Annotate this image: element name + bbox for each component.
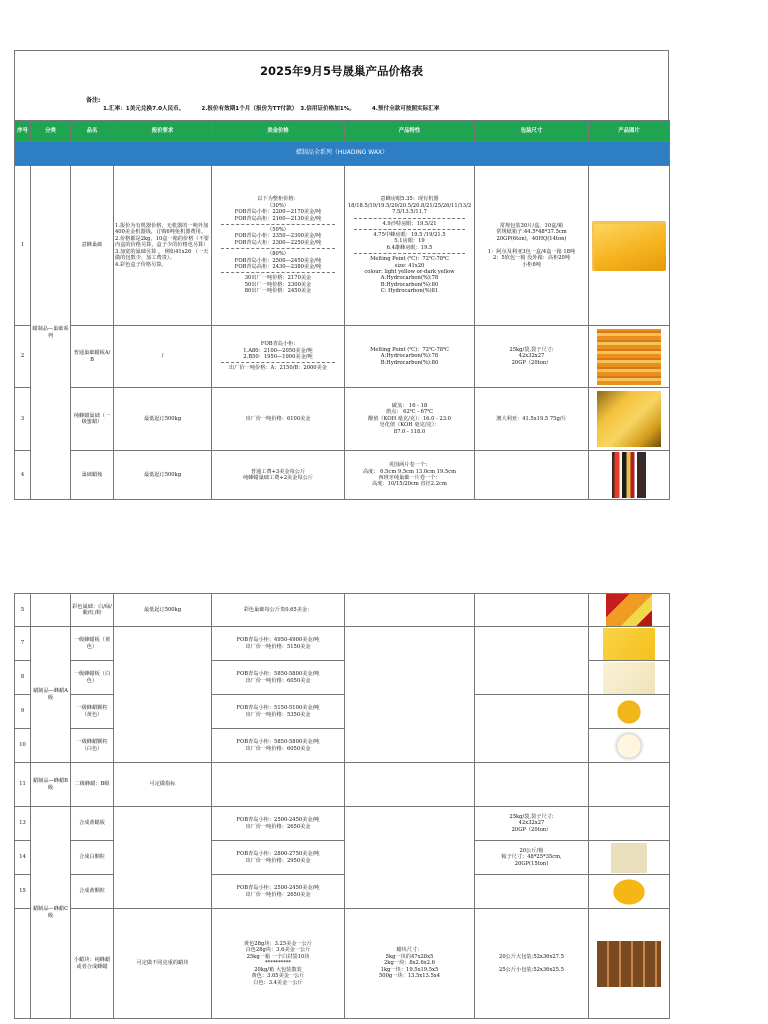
usd-price-cell: FOB青岛小柜：2500-2450美金/吨 出厂价一吨价格：2650美金	[212, 875, 345, 909]
wax-blocks-image	[597, 941, 661, 987]
note-3: 4.预付全款可按照实际汇率	[371, 106, 440, 112]
quote-requirement: 1.报价为有机器价格，无机器的一吨外加400美金机器钱，订购6吨免机器费用。 2.价格都是2kg，10盒一箱的价格（不要内盒的价格另算，盒子少的价格也另算） 3.加宽的巢础另算 。 例如41x26 （一天做的包数少，加工费贵）。 4.彩色盒子价格另算。	[114, 166, 212, 326]
price-fob: FOB青岛小柜: 1.A80：2100—2050美金/吨 2.B50：1950—1900美金/吨	[243, 341, 313, 360]
image-cell	[589, 695, 670, 729]
image-cell	[589, 388, 670, 451]
image-cell	[589, 627, 670, 661]
price-table-top	[14, 120, 670, 500]
product-name: 纯蜂蜡巢础（一级蜜蜡）	[71, 388, 114, 451]
col-header-no: 序号	[15, 121, 31, 142]
price-sheet-top	[14, 50, 669, 500]
packaging-cell	[475, 875, 589, 909]
row-no: 4	[15, 451, 31, 500]
features-cell	[345, 594, 475, 627]
product-name: 彩色巢础：白/绿/紫/红/粉	[71, 594, 114, 627]
category-cell	[31, 594, 71, 627]
table-row	[15, 695, 670, 729]
table-row	[15, 763, 670, 807]
row-no: 7	[15, 627, 31, 661]
packaging-cell	[475, 627, 589, 695]
note-2: 2.报价有效期1个月（报价为TT付款） 3.信用证价格加1%。	[201, 106, 355, 112]
row-no: 11	[15, 763, 31, 807]
features-cell	[345, 166, 475, 326]
yellow-slab-image	[603, 628, 655, 660]
quote-requirement: 最低起订500kg	[114, 388, 212, 451]
category-cell: 蜡制品—蜂蜡B级	[31, 763, 71, 807]
features-cell	[345, 627, 475, 763]
usd-price-cell: 黄色28g块：3.25美金一公斤 白色28g块：3.6美金一公斤 25kg一箱 一个白封袋10块 ********** 20kg/箱 大包装散装 黄色：3.05美金一公斤 白色：3.4美金一公斤	[212, 909, 345, 1019]
packaging-cell	[475, 695, 589, 763]
price-factory: 30出厂一吨价格：2170美金 50出厂一吨价格：2300美金 80出厂一吨价格：2450美金	[244, 275, 312, 295]
table-row	[15, 594, 670, 627]
category-cell: 蜡制品—巢础系列	[31, 166, 71, 500]
packaging-cell: 常规包装30片/盒，10盒/箱 常规纸箱子:44.5*48*37.5cm 20GP(6ton)，40HQ(14ton) 1：阿尔及利亚3包一盒/4盒一箱 18吨 2：5软包一箱 没外箱：高柜20吨 小柜8吨	[475, 166, 589, 326]
col-header-packaging: 包装尺寸	[475, 121, 589, 142]
price-80: （80%） FOB青岛小柜：2500—2450美金/吨 FOB青岛高柜：2430—2380美金/吨	[234, 251, 322, 271]
usd-price-cell	[212, 763, 345, 807]
features-cell	[345, 763, 475, 807]
product-name: 一级蜂蜡板（黄色）	[71, 627, 114, 661]
product-name: 一级蜂蜡颗粒（白色）	[71, 729, 114, 763]
white-pellets-image	[609, 730, 649, 762]
features-cell: 英国两片卷一个： 高度： 6.5cm 9.5cm 13.0cm 19.5cm 西班牙纯巢础一片卷一个： 高度：10/15/20cm 直径2.2cm	[345, 451, 475, 500]
quote-requirement	[114, 627, 212, 763]
row-no: 2	[15, 326, 31, 388]
product-name: 合成黄蜡板	[71, 807, 114, 841]
usd-price-cell: FOB青岛小柜：4950-4900美金/吨 出厂价一吨价格：5150美金	[212, 627, 345, 661]
row-no: 14	[15, 841, 31, 875]
section-band	[15, 142, 670, 166]
product-name: 合成黄颗粒	[71, 875, 114, 909]
image-cell	[589, 909, 670, 1019]
divider	[354, 229, 465, 230]
divider	[221, 272, 335, 273]
header-row	[15, 121, 670, 142]
pure-beeswax-foundation-image	[597, 391, 661, 447]
row-no: 3	[15, 388, 31, 451]
quote-requirement: 最低起订500kg	[114, 451, 212, 500]
usd-price-cell: 彩色巢础每公斤贵0.65美金：	[212, 594, 345, 627]
features-cell	[345, 807, 475, 909]
usd-price-cell: FOB青岛小柜：5850-5800美金/吨 出厂价一吨价格：6050美金	[212, 661, 345, 695]
row-no: 10	[15, 729, 31, 763]
divider	[221, 362, 335, 363]
candles-image	[612, 452, 646, 498]
table-row	[15, 326, 670, 388]
row-no: 8	[15, 661, 31, 695]
table-row	[15, 841, 670, 875]
features-cell-size: 意蜂房眼5.35：现有机器 18/18.5/19/19.5/20/20.5/20.8/21/25/26/11/13/27.5/13.5/11.7	[347, 196, 472, 216]
image-cell	[589, 807, 670, 841]
product-name: 普通巢础蜡板A/B	[71, 326, 114, 388]
quote-requirement: /	[114, 326, 212, 388]
yellow-pellets-image	[609, 696, 649, 728]
usd-price-cell: 普通工费+3美金每公斤 纯蜂蜡巢础工费+2美金每公斤	[212, 451, 345, 500]
row-no: 9	[15, 695, 31, 729]
product-name: 合成白颗粒	[71, 841, 114, 875]
page-title: 2025年9月5号晟巢产品价格表	[259, 64, 423, 78]
packaging-cell: 20公斤/箱 箱子尺寸：48*25*35cm, 20GP(15ton)	[475, 841, 589, 875]
row-no: 15	[15, 875, 31, 909]
image-cell	[589, 875, 670, 909]
product-name: 二级蜂蜡：B级	[71, 763, 114, 807]
col-header-name: 品名	[71, 121, 114, 142]
usd-price-cell: FOB青岛小柜：2500-2450美金/吨 出厂价一吨价格：2650美金	[212, 807, 345, 841]
table-row	[15, 909, 670, 1019]
image-cell	[589, 841, 670, 875]
quote-requirement: 最低起订500kg	[114, 594, 212, 627]
features-other: 4.75中蜂房眼：19.5 /19/21.5 5.1房眼：19 6.4雄蜂房眼：19.5	[373, 231, 446, 251]
category-cell: 蜡制品—蜂蜡A级	[31, 627, 71, 763]
features-cell: 碳氢： 16 - 18 熔点： 62℃ - 67℃ 酸值（KOH 毫克/克）：16.0 - 23.0 皂化值（KOH 毫克/克）： 87.0 - 118.0	[345, 388, 475, 451]
features-cell: Melting Point (℃)：72℃-78℃ A:Hydrocarbon(%):78 B:Hydrocarbon(%):80	[345, 326, 475, 388]
usd-price-cell: FOB青岛小柜：5150-5100美金/吨 出厂价一吨价格：5350美金	[212, 695, 345, 729]
packaging-cell	[475, 451, 589, 500]
category-cell: 蜡制品—蜂蜡C级	[31, 807, 71, 1019]
col-header-usd-price: 美金价格	[212, 121, 345, 142]
table-row	[15, 166, 670, 326]
usd-price-cell: 出厂价一吨价格：6100美金	[212, 388, 345, 451]
row-no: 5	[15, 594, 31, 627]
section-band-label: 蜡制品全系列（HUADING WAX）	[15, 142, 670, 166]
price-factory: 出厂价一吨价格：A：2150/B：2000美金	[229, 365, 327, 372]
notes-line	[103, 104, 453, 112]
packaging-cell: 20公斤大包装:52x36x27.5 25公斤小包装:52x36x25.5	[475, 909, 589, 1019]
synthetic-white-pellets-image	[611, 843, 647, 873]
product-name: 意蜂巢础	[71, 166, 114, 326]
features-specs: Melting Point (℃)：72℃-78℃ size: 41x20 colour: light yellow or-dark yellow A:Hydrocarbon(%):78 B:Hydrocarbon(%):80 C: Hydrocarbon(%)81	[364, 256, 455, 295]
wax-foundation-image	[592, 221, 666, 271]
divider	[354, 253, 465, 254]
product-name: 巢础蜡烛	[71, 451, 114, 500]
quote-requirement: 可定做不同克重的蜡块	[114, 909, 212, 1019]
image-cell	[589, 326, 670, 388]
table-row	[15, 807, 670, 841]
sheet-header	[14, 50, 669, 120]
image-cell	[589, 451, 670, 500]
price-50: （50%） FOB青岛小柜：2350—2300美金/吨 FOB青岛大柜：2300—2250美金/吨	[234, 226, 322, 246]
row-no: 1	[15, 166, 31, 326]
note-1: 1.汇率：1美元兑换7.0人民币。	[103, 106, 185, 112]
table-row	[15, 627, 670, 661]
white-slab-image	[603, 662, 655, 694]
divider	[221, 224, 335, 225]
product-name: 一级蜂蜡板（白色）	[71, 661, 114, 695]
packaging-cell: 澳大利亚：41.5x19.5 75g/片	[475, 388, 589, 451]
col-header-requirement: 报价要求	[114, 121, 212, 142]
usd-price-cell	[212, 326, 345, 388]
features-saudi: 4.9沙特房眼：19.5/21	[382, 220, 437, 227]
quote-requirement	[114, 807, 212, 909]
notes-label: 备注:	[86, 97, 101, 104]
table-row	[15, 451, 670, 500]
col-header-image: 产品图片	[589, 121, 670, 142]
colored-foundation-image	[606, 594, 652, 626]
foundation-sheets-image	[597, 329, 661, 385]
synthetic-yellow-pellets-image	[609, 876, 649, 908]
image-cell	[589, 763, 670, 807]
price-30: 以下为整柜价格： （30%） FOB青岛小柜：2200—2170美金/吨 FOB青岛高柜：2160—2130美金/吨	[234, 196, 322, 222]
col-header-features: 产品特性	[345, 121, 475, 142]
image-cell	[589, 661, 670, 695]
col-header-category: 分类	[31, 121, 71, 142]
row-no	[15, 909, 31, 1019]
divider	[354, 218, 465, 219]
image-cell	[589, 166, 670, 326]
image-cell	[589, 594, 670, 627]
packaging-cell	[475, 763, 589, 807]
image-cell	[589, 729, 670, 763]
product-name: 小蜡块：纯蜂蜡或者合成蜂蜡	[71, 909, 114, 1019]
table-row	[15, 388, 670, 451]
features-cell: 蜡块尺寸： 5kg一块的47x28x5 2kg一块：8x2.6x2.6 1kg一块：19.5x19.5x5 500g一块：13.5x13.5x4	[345, 909, 475, 1019]
usd-price-cell: FOB青岛小柜：2800-2750美金/吨 出厂价一吨价格：2950美金	[212, 841, 345, 875]
row-no: 13	[15, 807, 31, 841]
product-name: 一级蜂蜡颗粒（黄色）	[71, 695, 114, 729]
usd-price-cell	[212, 166, 345, 326]
price-sheet-bottom	[14, 593, 669, 1019]
table-row	[15, 875, 670, 909]
divider	[221, 248, 335, 249]
packaging-cell: 25kg/袋,袋子尺寸: 42x32x27 20GP（20ton）	[475, 807, 589, 841]
packaging-cell	[475, 594, 589, 627]
quote-requirement: 可定做指标	[114, 763, 212, 807]
packaging-cell: 25kg/袋,袋子尺寸: 42x32x27 20GP（20ton）	[475, 326, 589, 388]
price-table-bottom	[14, 593, 670, 1019]
usd-price-cell: FOB青岛小柜：5850-5800美金/吨 出厂价一吨价格：6050美金	[212, 729, 345, 763]
